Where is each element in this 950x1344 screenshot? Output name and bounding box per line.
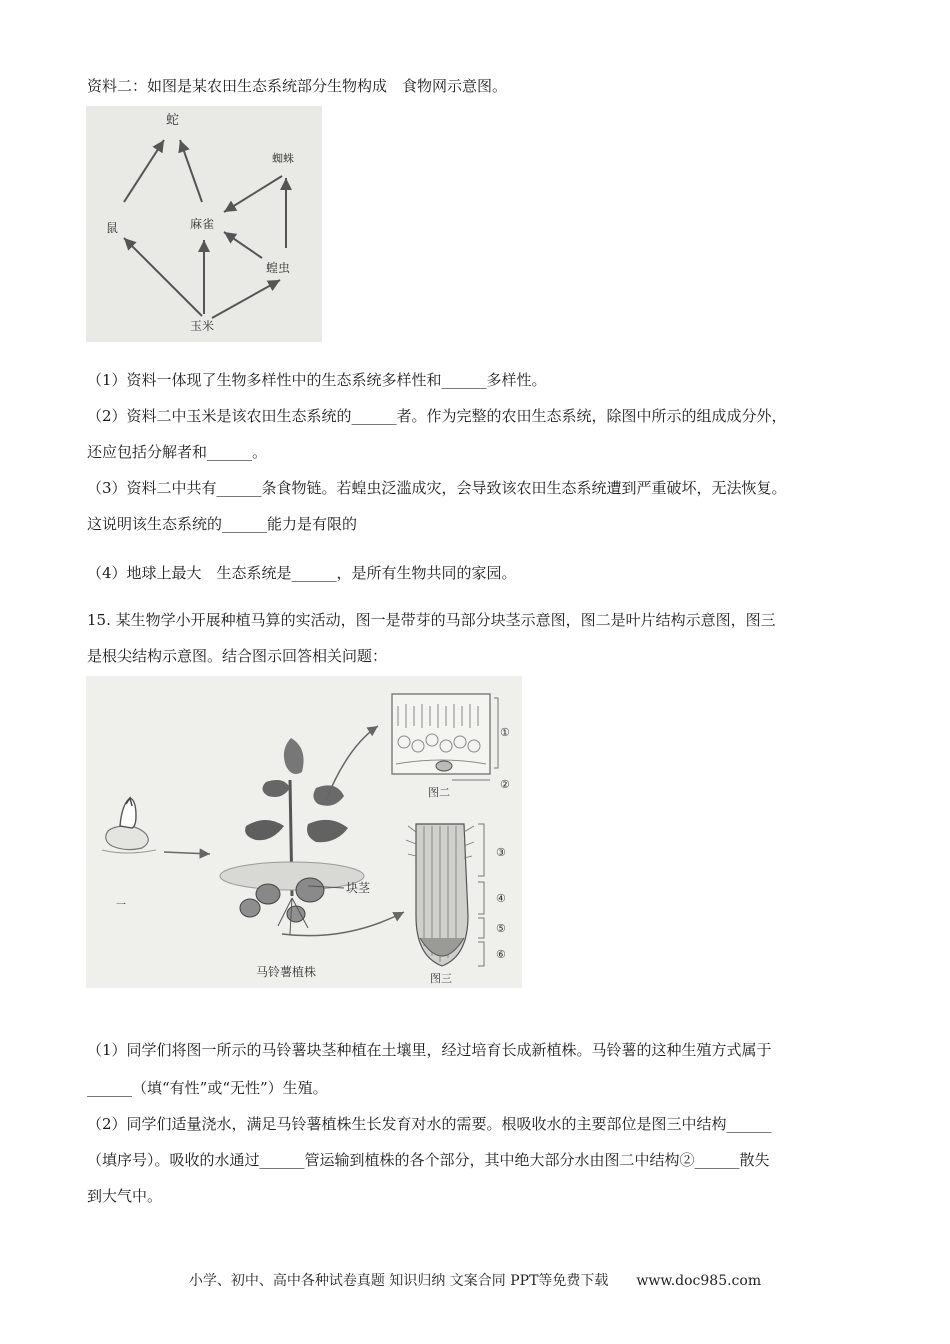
- arrow-sparrow-snake: [180, 140, 202, 202]
- q15-stem-line2: 是根尖结构示意图。结合图示回答相关问题：: [87, 647, 388, 665]
- q15-part2-line3: 到大气中。: [87, 1187, 163, 1205]
- marker-1: ①: [500, 726, 510, 739]
- marker-3: ③: [496, 846, 506, 859]
- node-snake: 蛇: [166, 113, 180, 128]
- q15-stem-line1: 15. 某生物学小开展种植马算的实活动，图一是带芽的马部分块茎示意图，图二是叶片结构示意图，图三: [87, 611, 776, 629]
- q15-part1-line2: ______（填“有性”或“无性”）生殖。: [87, 1079, 328, 1097]
- marker-5: ⑤: [496, 922, 506, 935]
- q14-part1: （1）资料一体现了生物多样性中的生态系统多样性和______多样性。: [87, 371, 547, 389]
- label-figure-three: 图三: [430, 972, 452, 985]
- node-spider: 蜘蛛: [272, 152, 294, 165]
- arrow-locust-sparrow: [224, 232, 262, 258]
- leaf-structure-drawing: [392, 694, 490, 774]
- marker-6: ⑥: [496, 948, 506, 961]
- node-mouse: 鼠: [106, 221, 119, 235]
- q15-part2-line1: （2）同学们适量浇水，满足马铃薯植株生长发育对水的需要。根吸收水的主要部位是图三中结构______: [87, 1115, 772, 1133]
- tuber-with-bud-drawing: [102, 798, 156, 853]
- arrow-corn-mouse: [124, 238, 202, 316]
- q14-part3-line1: （3）资料二中共有______条食物链。若蝗虫泛滥成灾，会导致该农田生态系统遭到严重破坏，无法恢复。: [87, 479, 787, 497]
- root-tip-drawing: [406, 824, 474, 966]
- q15-part1-line1: （1）同学们将图一所示的马铃薯块茎种植在土壤里，经过培育长成新植株。马铃薯的这种生殖方式属于: [87, 1041, 772, 1059]
- q14-part4: （4）地球上最大 生态系统是______，是所有生物共同的家园。: [87, 564, 517, 582]
- label-figure-two: 图二: [428, 786, 450, 799]
- page-footer: 小学、初中、高中各种试卷真题 知识归纳 文案合同 PPT等免费下载 www.doc985.com: [188, 1273, 762, 1289]
- label-figure-one: 一: [116, 900, 126, 911]
- node-locust: 蝗虫: [266, 261, 291, 275]
- arrow-corn-locust: [212, 280, 280, 318]
- marker-2: ②: [500, 778, 510, 791]
- q15-part2-line2: （填序号）。吸收的水通过______管运输到植株的各个部分，其中绝大部分水由图二中结构②______散失: [87, 1151, 770, 1169]
- q14-part3-line2: 这说明该生态系统的______能力是有限的: [87, 515, 358, 533]
- food-web-diagram: [86, 106, 322, 342]
- label-tuber: 块茎: [346, 881, 371, 895]
- node-sparrow: 麻雀: [190, 217, 215, 231]
- q14-part2-line1: （2）资料二中玉米是该农田生态系统的______者。作为完整的农田生态系统，除图中所示的组成成分外，: [87, 407, 787, 425]
- q14-part2-line2: 还应包括分解者和______。: [87, 443, 268, 461]
- marker-4: ④: [496, 892, 506, 905]
- arrow-mouse-snake: [124, 140, 164, 202]
- arrow-spider-sparrow: [224, 176, 282, 212]
- potato-plant-figure: [86, 676, 522, 988]
- label-potato-plant: 马铃薯植株: [256, 965, 317, 979]
- material-two-intro: 资料二：如图是某农田生态系统部分生物构成 食物网示意图。: [87, 77, 508, 95]
- node-corn: 玉米: [190, 319, 215, 333]
